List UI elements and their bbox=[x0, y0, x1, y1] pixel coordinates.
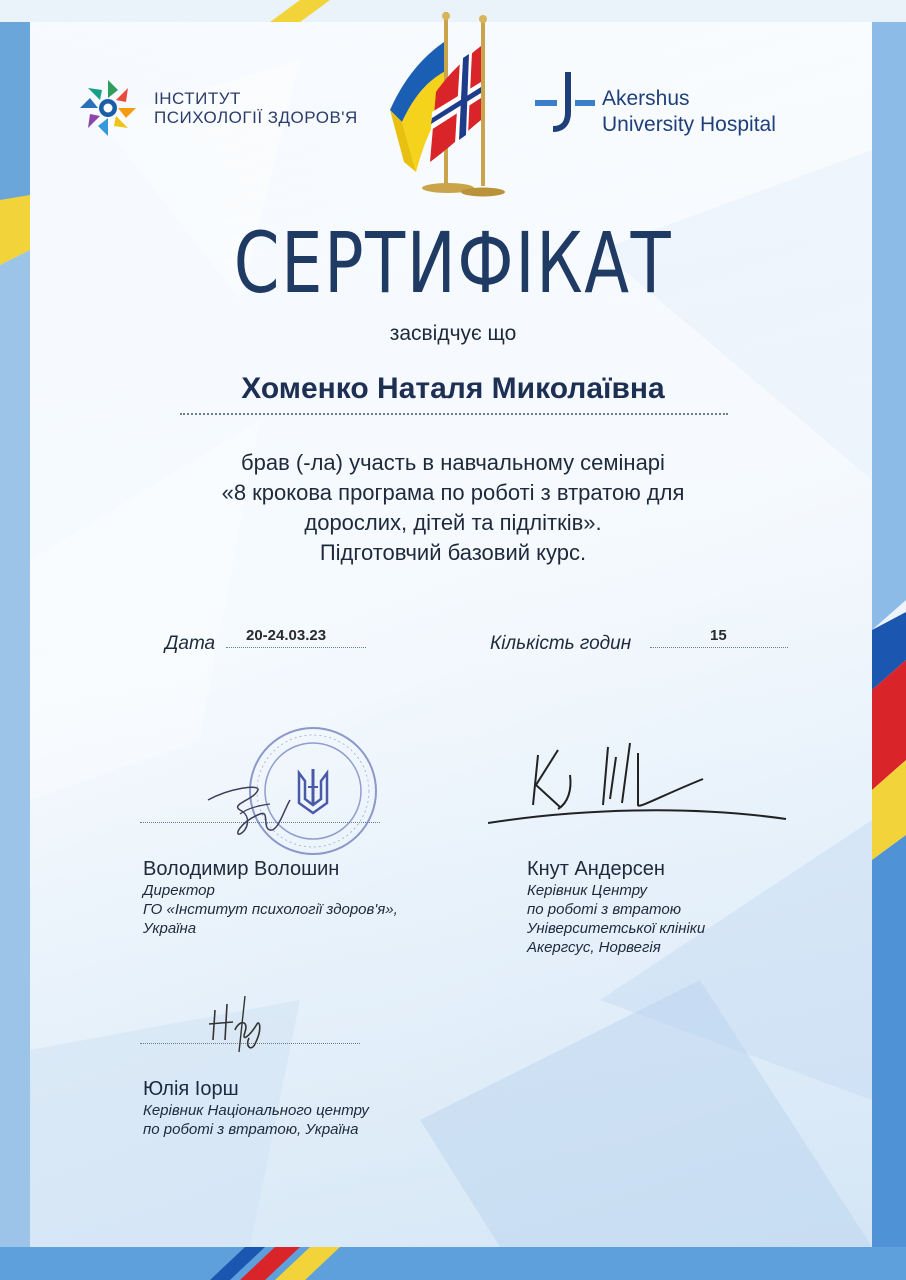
date-underline bbox=[226, 647, 366, 648]
signature-voloshyn bbox=[200, 770, 310, 850]
course-description bbox=[0, 448, 906, 568]
signer-2-role4: Акергсус, Норвегія bbox=[527, 939, 661, 956]
signer-2-name: Кнут Андерсен bbox=[527, 858, 665, 880]
certifies-text: засвідчує що bbox=[389, 322, 517, 345]
signer-1-block bbox=[143, 858, 398, 938]
institute-name bbox=[154, 89, 358, 127]
signer-1-name: Володимир Волошин bbox=[143, 858, 340, 880]
course-line1: брав (-ла) участь в навчальному семінарі bbox=[241, 450, 665, 475]
hours-value: 15 bbox=[710, 627, 727, 644]
gear-flower-icon bbox=[78, 78, 138, 138]
signer-3-role1: Керівник Національного центру bbox=[143, 1102, 369, 1119]
recipient-underline bbox=[180, 413, 728, 415]
akershus-mark-icon bbox=[535, 72, 595, 134]
date-value: 20-24.03.23 bbox=[246, 627, 327, 644]
signer-2-role2: по роботі з втратою bbox=[527, 901, 681, 918]
course-line2: «8 крокова програма по роботі з втратою для bbox=[221, 480, 685, 505]
course-line4: Підготовчий базовий курс. bbox=[319, 540, 587, 565]
signer-2-role3: Університетської клініки bbox=[527, 920, 706, 937]
hours-underline bbox=[650, 647, 788, 648]
certificate-title: СЕРТИФІКАТ bbox=[233, 214, 673, 312]
hospital-name bbox=[602, 86, 776, 138]
institute-name-line1: ІНСТИТУТ bbox=[154, 89, 241, 108]
signature-iorsh bbox=[205, 990, 275, 1060]
signer-1-role1: Директор bbox=[143, 882, 215, 899]
hospital-name-line1: Akershus bbox=[602, 87, 690, 110]
hospital-name-line2: University Hospital bbox=[602, 113, 776, 136]
recipient-name: Хоменко Наталя Миколаївна bbox=[241, 372, 665, 405]
date-label: Дата bbox=[165, 633, 216, 654]
signer-2-block bbox=[527, 858, 705, 957]
signer-3-name: Юлія Іорш bbox=[143, 1078, 239, 1100]
flags-image bbox=[380, 12, 515, 200]
signer-1-role3: Україна bbox=[143, 920, 197, 937]
signer-1-role2: ГО «Інститут психології здоров'я», bbox=[143, 901, 398, 918]
signer-3-block bbox=[143, 1078, 369, 1139]
norway-flag-pole bbox=[481, 16, 485, 186]
signature-andersen bbox=[488, 735, 788, 830]
signer-2-role1: Керівник Центру bbox=[527, 882, 648, 899]
signer-3-role2: по роботі з втратою, Україна bbox=[143, 1121, 359, 1138]
hours-label: Кількість годин bbox=[490, 633, 632, 654]
institute-name-line2: ПСИХОЛОГІЇ ЗДОРОВ'Я bbox=[154, 108, 358, 127]
course-line3: дорослих, дітей та підлітків». bbox=[304, 510, 602, 535]
